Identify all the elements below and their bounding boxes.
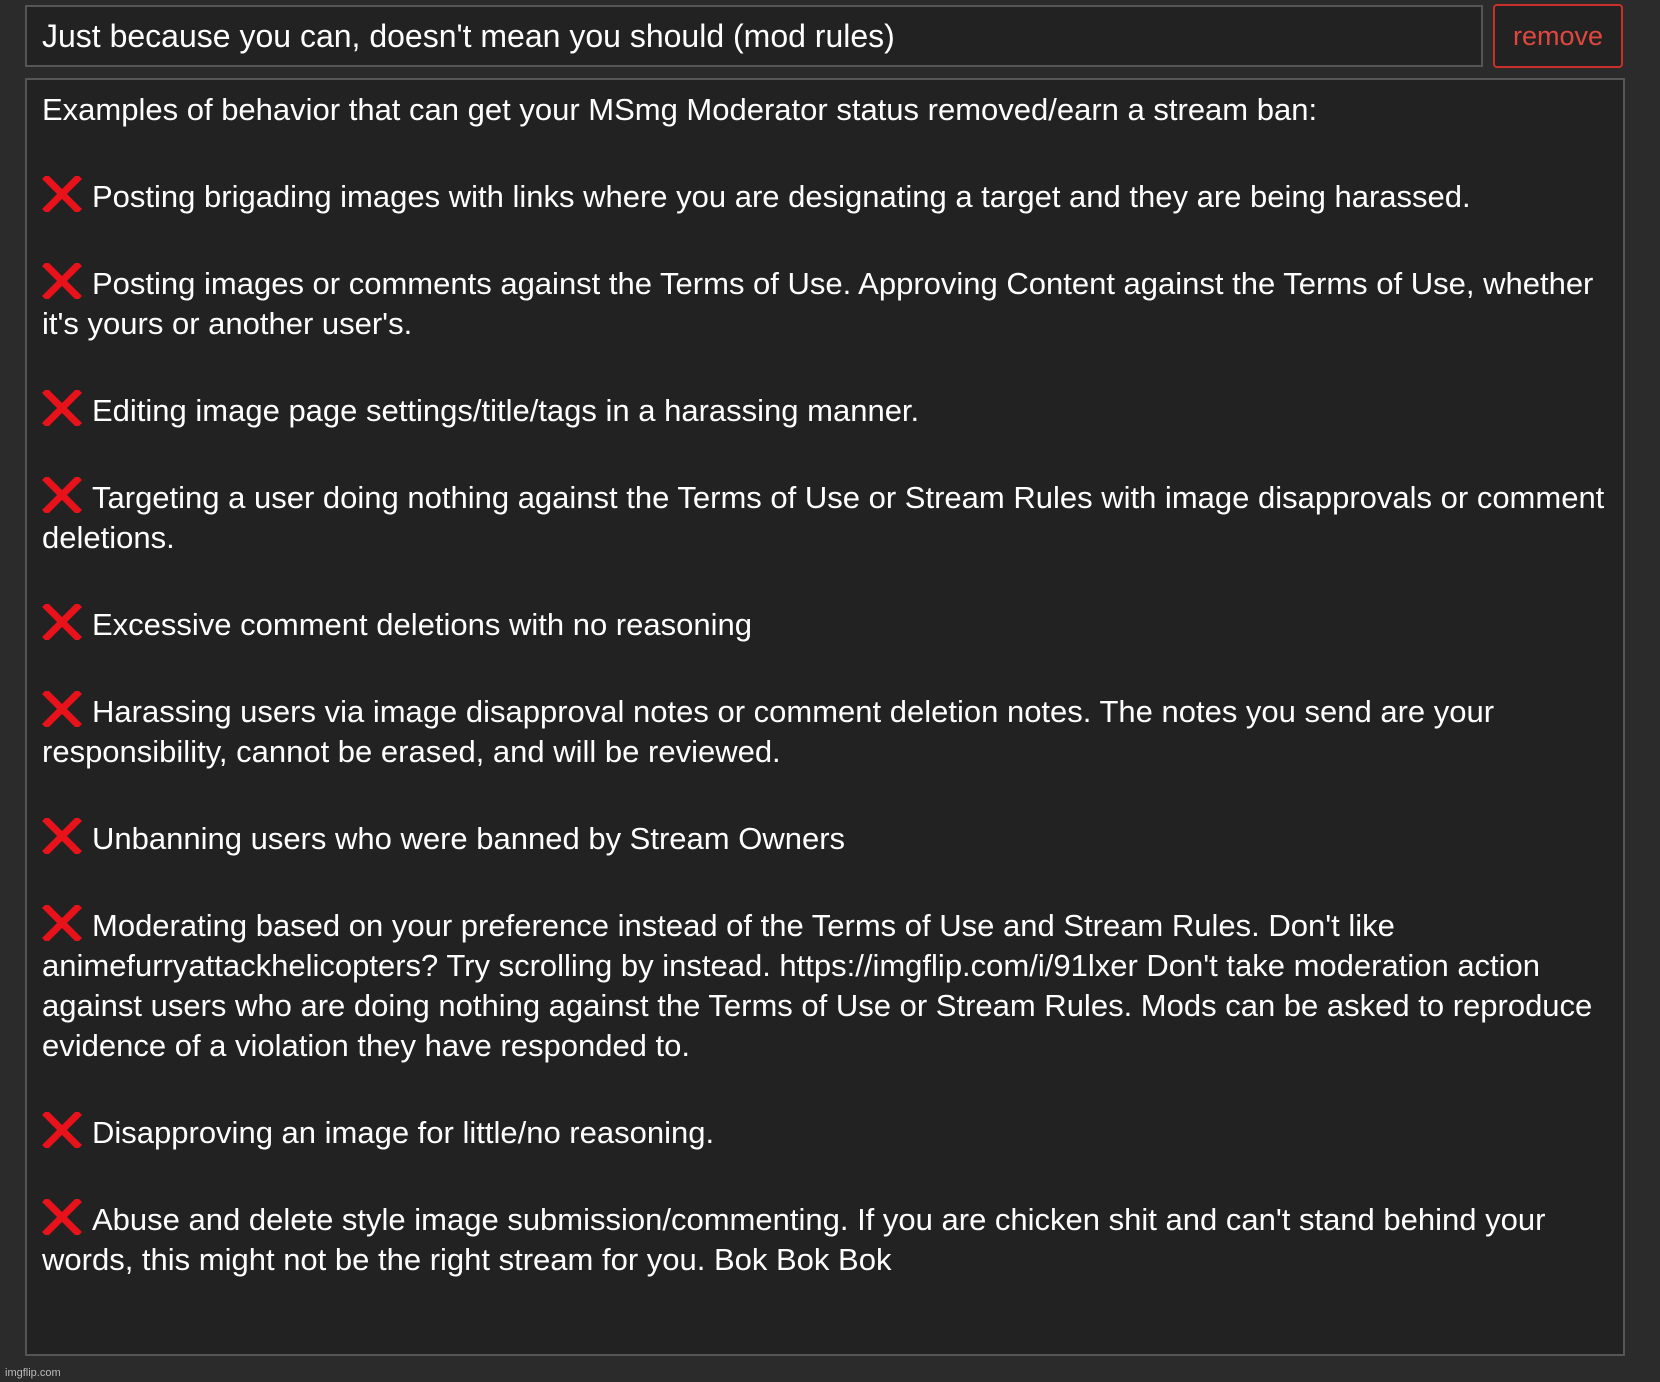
rule-item	[42, 1199, 1608, 1280]
cross-mark-icon	[42, 390, 82, 426]
rule-text: Abuse and delete style image submission/commenting. If you are chicken shit and can't stand behind your words, this might not be the right stream for you. Bok Bok Bok	[42, 1202, 1546, 1277]
remove-button[interactable]: remove	[1493, 4, 1623, 68]
rule-item	[42, 818, 1608, 859]
rule-item	[42, 176, 1608, 217]
rules-list	[42, 176, 1608, 1280]
imgflip-watermark: imgflip.com	[5, 1367, 61, 1379]
cross-mark-icon	[42, 1199, 82, 1235]
rule-text: Targeting a user doing nothing against the Terms of Use or Stream Rules with image disapprovals or comment deletions.	[42, 480, 1605, 555]
rule-item	[42, 263, 1608, 344]
title-input[interactable]	[25, 5, 1483, 67]
rule-text: Excessive comment deletions with no reasoning	[92, 607, 752, 642]
rule-item	[42, 390, 1608, 431]
rule-text: Harassing users via image disapproval notes or comment deletion notes. The notes you send are your responsibility, cannot be erased, and will be reviewed.	[42, 694, 1495, 769]
cross-mark-icon	[42, 1112, 82, 1148]
rule-item	[42, 691, 1608, 772]
rule-text: Editing image page settings/title/tags in a harassing manner.	[92, 393, 920, 428]
cross-mark-icon	[42, 477, 82, 513]
description-textarea[interactable]	[25, 78, 1625, 1356]
rule-text: Moderating based on your preference instead of the Terms of Use and Stream Rules. Don't like animefurryattackhelicopters? Try scrolling by instead. https://imgflip.com/i/91lxer Don't take moderation action against users who are doing nothing against the Terms of Use or Stream Rules. Mods can be asked to reproduce evidence of a violation they have responded to.	[42, 908, 1593, 1063]
cross-mark-icon	[42, 176, 82, 212]
rule-text: Posting images or comments against the Terms of Use. Approving Content against the Terms of Use, whether it's yours or another user's.	[42, 266, 1594, 341]
rule-text: Posting brigading images with links where you are designating a target and they are being harassed.	[92, 179, 1471, 214]
rule-item	[42, 604, 1608, 645]
rule-item	[42, 905, 1608, 1066]
cross-mark-icon	[42, 263, 82, 299]
rule-text: Unbanning users who were banned by Stream Owners	[92, 821, 846, 856]
rule-text: Disapproving an image for little/no reasoning.	[92, 1115, 715, 1150]
intro-text: Examples of behavior that can get your MSmg Moderator status removed/earn a stream ban:	[42, 92, 1318, 127]
rule-item	[42, 477, 1608, 558]
cross-mark-icon	[42, 905, 82, 941]
cross-mark-icon	[42, 818, 82, 854]
cross-mark-icon	[42, 604, 82, 640]
cross-mark-icon	[42, 691, 82, 727]
rule-item	[42, 1112, 1608, 1153]
